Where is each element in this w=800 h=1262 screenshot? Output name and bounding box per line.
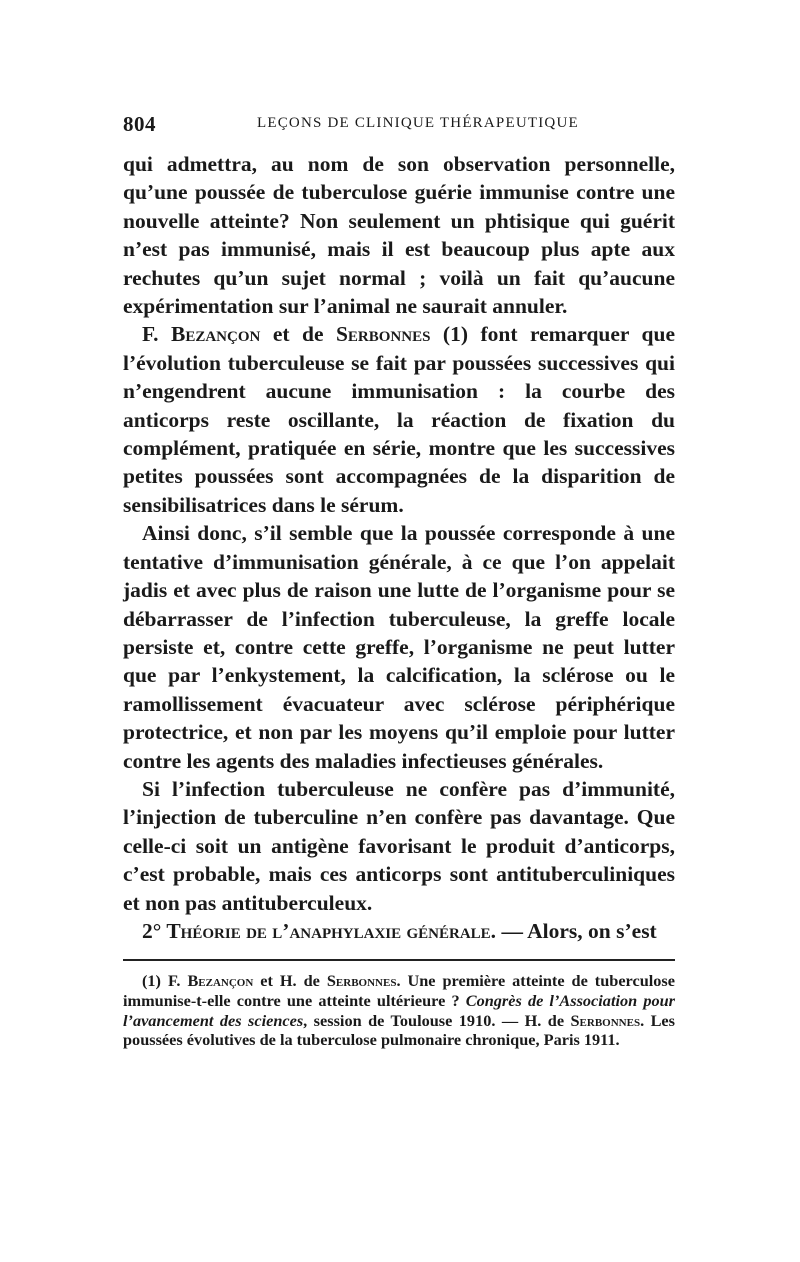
page-number: 804	[123, 112, 156, 136]
footnote-reference: (1)	[430, 322, 481, 347]
footnote-rule	[123, 959, 675, 961]
paragraph-5	[123, 917, 675, 945]
footnote-title-2: . Les poussées évolutives de la tuberculose pulmonaire chronique, Paris 1911.	[123, 1010, 675, 1050]
footnote-author-b: Serbonnes	[326, 971, 397, 991]
book-page	[123, 112, 675, 1050]
paragraph-2-connector: et de	[260, 322, 336, 347]
author-bezancon: F. Bezançon	[142, 322, 261, 347]
section-heading: Théorie de l’anaphylaxie générale.	[161, 918, 497, 943]
footnote-author-c: Serbonnes	[570, 1010, 641, 1030]
paragraph-3: Ainsi donc, s’il semble que la poussée corresponde à une tentative d’immunisation générale, à ce que l’on appelait jadis et avec plus de raison une lutte de l’organisme pour se débarrasser de l’infection tuberculeuse, la greffe locale persiste et, contre cette greffe, l’organisme ne peut lutter que par l’enkystement, la calcification, la sclérose ou le ramollissement évacuateur avec sclérose périphérique protectrice, et non par les moyens qu’il emploie pour lutter contre les agents des maladies infectieuses générales.	[123, 521, 675, 773]
author-serbonnes: Serbonnes	[335, 322, 431, 347]
paragraph-4: Si l’infection tuberculeuse ne confère pas d’immunité, l’injection de tuberculine n’en confère pas davantage. Que celle-ci soit un antigène favorisant le produit d’anticorps, c’est probable, mais ces anticorps sont antituberculiniques et non pas antituberculeux.	[123, 776, 675, 915]
footnote	[123, 971, 675, 1049]
running-head	[123, 112, 675, 142]
footnote-marker: (1)	[142, 971, 168, 991]
paragraph-2-text: font remarquer que l’évolution tuberculeuse se fait par poussées successives qui n’engendrent aucune immunisation : la courbe des anticorps reste oscillante, la réaction de fixation du complément, pratiquée en série, montre que les successives petites poussées sont accompagnées de la disparition de sensibilisatrices dans le sérum.	[123, 322, 676, 517]
footnote-title: . Une première atteinte de tuberculose immunise-t-elle contre une atteinte ultérieure ?	[123, 971, 675, 1010]
footnote-and: et H. de	[253, 971, 327, 991]
body-text	[123, 150, 675, 945]
paragraph-1: qui admettra, au nom de son observation personnelle, qu’une poussée de tuberculose guérie immunise contre une nouvelle atteinte? Non seulement un phtisique qui guérit n’est pas immunisé, mais il est beaucoup plus apte aux rechutes qu’un sujet normal ; voilà un fait qu’aucune expérimentation sur l’animal ne saurait annuler.	[123, 152, 675, 319]
footnote-session: , session de Toulouse 1910. — H. de	[303, 1010, 571, 1030]
footnote-author-a: F. Bezançon	[167, 971, 254, 991]
footnote-venue: Congrès de l’Association pour l’avancement des sciences	[123, 990, 675, 1030]
paragraph-5-text: — Alors, on s’est	[496, 918, 657, 943]
section-number: 2°	[142, 918, 162, 943]
paragraph-2	[123, 320, 675, 519]
running-title: LEÇONS DE CLINIQUE THÉRAPEUTIQUE	[257, 115, 579, 131]
